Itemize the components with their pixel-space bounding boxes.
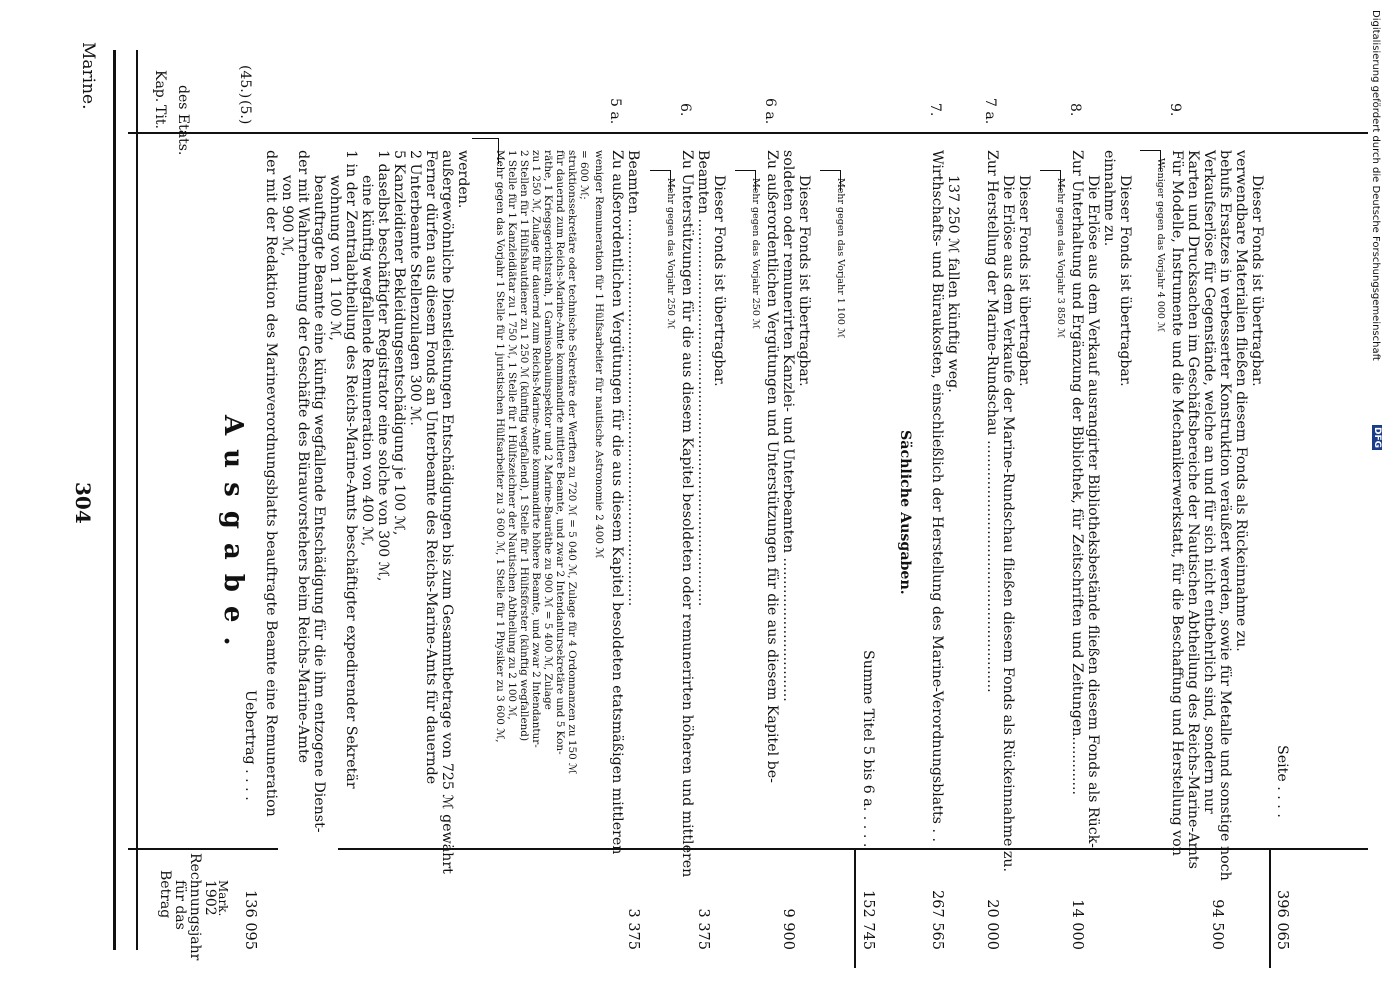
entry-line: außergewöhnliche Dienstleistungen Entschädigungen bis zum Gesammtbetrage von 725 ℳ gewährt bbox=[439, 150, 455, 874]
kap-column-rule bbox=[228, 132, 1368, 134]
uebertrag-amount: 136 095 bbox=[242, 890, 258, 950]
credit-text: Digitalisierung gefördert durch die Deutsche Forschungsgemeinschaft bbox=[1370, 10, 1381, 361]
entry-line: Verkaufserlöse für Gegenstände, welche an und für sich nicht entbehrlich sind, sondern nur bbox=[1201, 150, 1217, 814]
dfg-credit bbox=[1363, 0, 1383, 1000]
title-number: 8. bbox=[1067, 103, 1083, 117]
tit-number: (5.) bbox=[237, 100, 253, 125]
entry-line: 1 daselbst beschäftigter Registrator eine solche von 300 ℳ, bbox=[375, 150, 391, 582]
entry-line: Die Erlöse aus dem Verkaufe der Marine-Rundschau fließen diesem Fonds als Rückeinnahme zu. bbox=[1000, 175, 1016, 873]
title-number: 5 a. bbox=[607, 98, 623, 125]
entry-line: der mit der Redaktion des Marineverordnungsblatts beauftragte Beamte eine Remuneration bbox=[263, 150, 279, 817]
entry-amount: 3 375 bbox=[625, 908, 641, 950]
header-year: 1902 bbox=[202, 880, 218, 916]
entry-line: verwendbare Materialien fließen diesem Fonds als Rückeinnahme zu. bbox=[1233, 150, 1249, 652]
kap-number: (45.) bbox=[237, 65, 253, 99]
section-title: Ausgabe. bbox=[218, 415, 248, 660]
running-head: Marine. bbox=[78, 42, 98, 110]
title-number: 6 a. bbox=[762, 98, 778, 125]
entry-line: werden. bbox=[455, 150, 471, 209]
page-number: 304 bbox=[71, 482, 95, 524]
entry-line: Zur Unterhaltung und Ergänzung der Bibliothek, für Zeitschriften und Zeitungen............. bbox=[1069, 150, 1085, 795]
entry-note: Mehr gegen das Vorjahr 1 100 ℳ bbox=[835, 178, 846, 339]
entry-note: Weniger gegen das Vorjahr 4 000 ℳ bbox=[1155, 158, 1166, 333]
entry-amount: 14 000 bbox=[1069, 899, 1085, 950]
entry-line: Dieser Fonds ist übertragbar. bbox=[1016, 175, 1032, 387]
amount-column-rule bbox=[128, 848, 278, 850]
entry-note: Mehr gegen das Vorjahr 3 850 ℳ bbox=[1055, 178, 1066, 339]
header-mark: Mark. bbox=[216, 880, 230, 917]
entry-line: Zu außerordentlichen Vergütungen für die aus diesem Kapitel besoldeten etatsmäßigen mittleren bbox=[609, 150, 625, 855]
note-line: Mehr gegen das Vorjahr 1 Stelle für 1 juristischen Hülfsarbeiter zu 3 600 ℳ, 1 Stelle für 1 Physiker zu 3 600 ℳ, bbox=[494, 150, 506, 743]
note-line: räthe, 1 Kriegsgerichtsrath, 1 Garnisonbauinspektor und 2 Marine-Bauräthe zu 900 ℳ = 5 400 ℳ, Zulage bbox=[542, 150, 554, 710]
entry-line: soldeten oder remunerirten Kanzlei- und Unterbeamten ................................ bbox=[780, 150, 796, 702]
entry-line: 2 Unterbeamte Stellenzulagen 300 ℳ. bbox=[407, 150, 423, 426]
header-kap: Kap. bbox=[152, 70, 168, 103]
amount-column-rule-lower bbox=[338, 848, 1368, 850]
entry-line: wohnung von 1 100 ℳ, bbox=[327, 175, 343, 341]
page-total-rule bbox=[1270, 848, 1272, 968]
entry-line: Beamten ...................................................................................... bbox=[625, 150, 641, 607]
header-betrag: Betrag bbox=[157, 870, 173, 919]
entry-line: einnahme zu. bbox=[1101, 150, 1117, 247]
entry-line: Ferner dürfen aus diesem Fonds an Unterbeamte des Reichs-Marine-Amts für dauernde bbox=[423, 150, 439, 785]
table-rule-2 bbox=[137, 50, 139, 950]
title-number: 9. bbox=[1167, 103, 1183, 117]
entry-line: Zu Unterstützungen für die aus diesem Kapitel besoldeten oder remunerirten höheren und mittleren bbox=[679, 150, 695, 878]
entry-line: behufs Ersatzes in verbesserter Konstruktion veräußert werden, sowie für Metalle und sonstige noch bbox=[1217, 150, 1233, 881]
uebertrag-label: Uebertrag . . . . bbox=[242, 690, 258, 801]
entry-line: Karten und Drucksachen im Geschäftsbereiche der Nautischen Abtheilung des Reichs-Marine-Amts bbox=[1185, 150, 1201, 869]
entry-note: Mehr gegen das Vorjahr 250 ℳ bbox=[750, 178, 761, 330]
note-line: für dauernd zum Reichs-Marine-Amte kommandirte mittlere Beamte, und zwar 2 Intendantursekretäre und 5 Kon- bbox=[554, 150, 566, 755]
note-line: weniger Remuneration für 1 Hülfsarbeiter für nautische Astronomie 2 400 ℳ bbox=[593, 150, 605, 559]
entry-amount: 267 565 bbox=[929, 890, 945, 950]
note-line: 1 Stelle für 1 Kanzleidiätar zu 1 750 ℳ, 1 Stelle für 1 Hülfszeichner der Nautischen Abtheilung zu 2 100 ℳ, bbox=[506, 150, 518, 720]
entry-line: Für Modelle, Instrumente und die Mechanikerwerkstatt, für die Beschaffung und Herstellung von bbox=[1169, 150, 1185, 856]
sum-label: Summe Titel 5 bis 6 a. . . . . bbox=[860, 650, 876, 848]
entry-amount: 20 000 bbox=[984, 899, 1000, 950]
entry-amount: 94 500 bbox=[1209, 899, 1225, 950]
title-number: 7 a. bbox=[982, 98, 998, 125]
note-line: struktionssekretäre oder technische Sekretäre der Werften zu 720 ℳ = 5 040 ℳ, Zulage für 4 Ordonnanzen zu 150 ℳ bbox=[566, 150, 578, 775]
entry-line: Dieser Fonds ist übertragbar. bbox=[796, 175, 812, 387]
header-rechnungsjahr: Rechnungsjahr bbox=[187, 853, 203, 961]
entry-amount: 9 900 bbox=[780, 908, 796, 950]
entry-line: Dieser Fonds ist übertragbar. bbox=[1249, 175, 1265, 387]
entry-line: Beamten ...................................................................................... bbox=[695, 150, 711, 607]
entry-amount: 3 375 bbox=[695, 908, 711, 950]
header-tit: Tit. bbox=[152, 105, 168, 129]
seite-label: Seite . . . . bbox=[1274, 745, 1290, 818]
entry-line: Die Erlöse aus dem Verkauf ausrangirter Bibliotheksbestände fließen diesem Fonds als Rück- bbox=[1085, 175, 1101, 848]
title-number: 7. bbox=[927, 103, 943, 117]
entry-line: Dieser Fonds ist übertragbar. bbox=[1117, 175, 1133, 387]
entry-line: Dieser Fonds ist übertragbar. bbox=[711, 175, 727, 387]
header-fuer-das: für das bbox=[172, 880, 188, 930]
entry-line: von 900 ℳ, bbox=[279, 175, 295, 257]
entry-line: der mit Wahrnehmung der Geschäfte des Bürauvorstehers beim Reichs-Marine-Amte bbox=[295, 150, 311, 764]
entry-line: 137 250 ℳ fallen künftig weg. bbox=[945, 175, 961, 393]
sum-rule bbox=[855, 848, 857, 968]
seite-amount: 396 065 bbox=[1274, 890, 1290, 950]
entry-line: 5 Kanzleidiener Bekleidungsentschädigung je 100 ℳ, bbox=[391, 150, 407, 536]
entry-note: Mehr gegen das Vorjahr 250 ℳ bbox=[665, 178, 676, 330]
note-line: = 600 ℳ; bbox=[578, 150, 590, 200]
subheading-saechliche: Sächliche Ausgaben. bbox=[897, 430, 913, 595]
entry-line: eine künftig wegfallende Remuneration von 400 ℳ, bbox=[359, 175, 375, 547]
dfg-logo: DFG bbox=[1372, 427, 1382, 449]
note-line: zu 1 250 ℳ, Zulage für dauernd zum Reichs-Marine-Amte kommandirte höhere Beamte, und zwar 2 Intendantur- bbox=[530, 150, 542, 748]
note-line: 2 Stellen für 1 Hülfshautdiener zu 1 250 ℳ (künftig wegfallend), 1 Stelle für 1 Hülfsförster (künftig wegfallend) bbox=[518, 150, 530, 741]
entry-line: beauftragte Beamte eine künftig wegfallende Entschädigung für die ihm entzogene Dienst- bbox=[311, 175, 327, 833]
header-des-etats: des Etats. bbox=[175, 85, 191, 156]
entry-line: 1 in der Zentralabtheilung des Reichs-Marine-Amts beschäftigter expedirender Sekretär bbox=[343, 150, 359, 789]
sum-amount: 152 745 bbox=[860, 890, 876, 950]
entry-line: Zu außerordentlichen Vergütungen und Unterstützungen für die aus diesem Kapitel be- bbox=[764, 150, 780, 783]
entry-line: Zur Herstellung der Marine-Rundschau ........................................................ bbox=[984, 150, 1000, 693]
title-number: 6. bbox=[677, 103, 693, 117]
table-top-rule bbox=[113, 50, 116, 950]
entry-line: Wirthschafts- und Büraukosten, einschließlich der Herstellung des Marine-Verordnungsblatts . . bbox=[929, 150, 945, 842]
